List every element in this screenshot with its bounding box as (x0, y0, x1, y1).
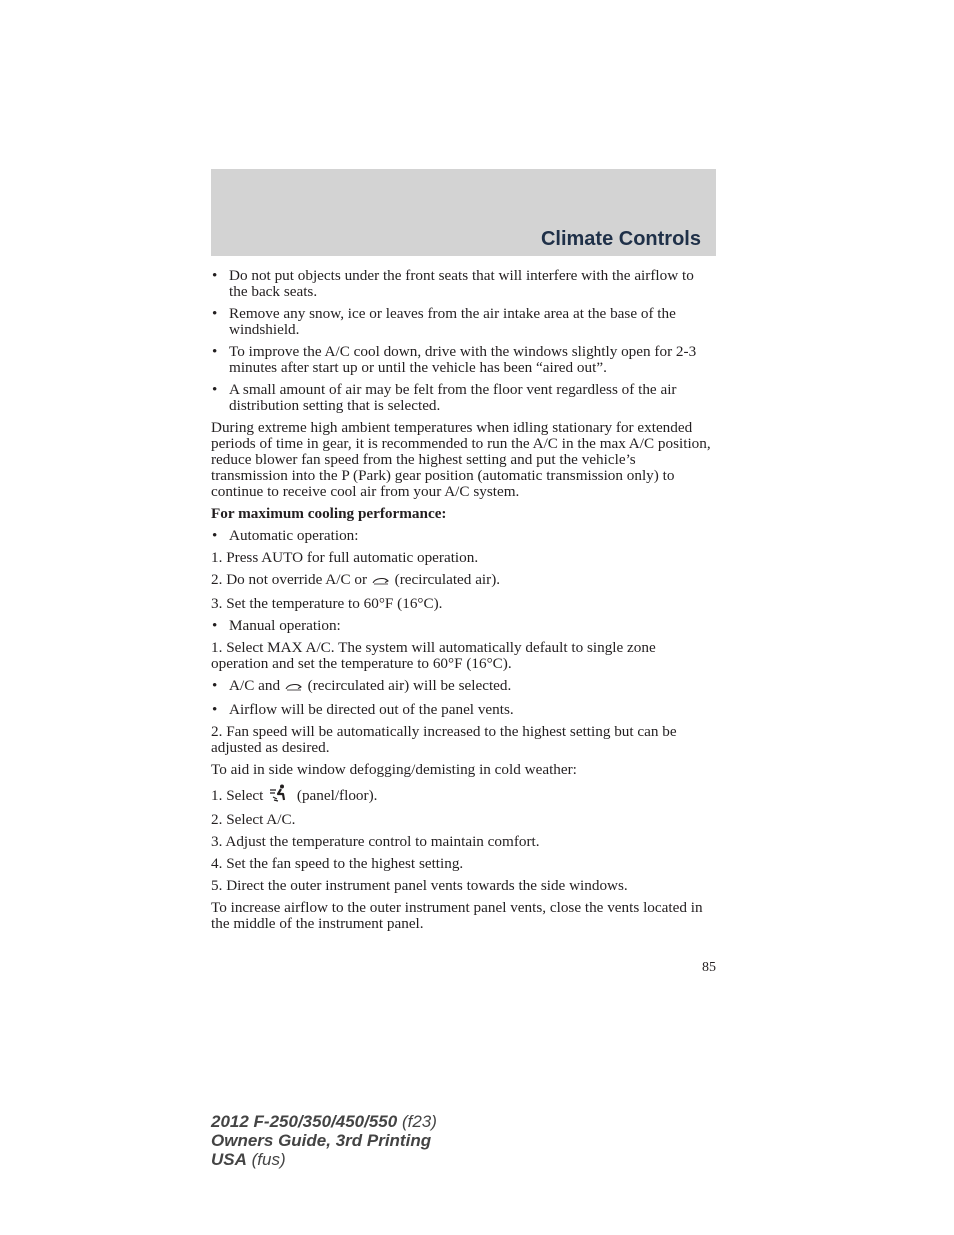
list-item: • Do not put objects under the front seats that will interfere with the airflow to the back seats. (212, 267, 694, 300)
bullet-text: Airflow will be directed out of the panel vents. (229, 701, 514, 718)
bullet-text: Manual operation: (229, 617, 341, 634)
manual-step-1: 1. Select MAX A/C. The system will automatically default to single zone operation and set the temperature to 60°F (16°C). (211, 639, 656, 672)
extreme-temperature-paragraph: During extreme high ambient temperatures when idling stationary for extended periods of time in gear, it is recommended to run the A/C in the max A/C position, reduce blower fan speed from the highest setting and put the vehicle’s transmission into the P (Park) gear position (automatic transmission only) to continue to receive cool air from your A/C system. (211, 419, 711, 500)
recirculated-air-icon (284, 680, 304, 696)
defog-intro: To aid in side window defogging/demisting in cold weather: (211, 761, 577, 778)
section-title: Climate Controls (540, 228, 701, 250)
defog-step-1: 1. Select (panel/floor). (211, 784, 716, 806)
list-item: • Remove any snow, ice or leaves from the air intake area at the base of the windshield. (212, 305, 676, 338)
recirculated-air-icon (371, 574, 391, 590)
defog-step-5: 5. Direct the outer instrument panel vents towards the side windows. (211, 877, 628, 894)
defog-step-4: 4. Set the fan speed to the highest setting. (211, 855, 464, 872)
airflow-paragraph: To increase airflow to the outer instrument panel vents, close the vents located in the middle of the instrument panel. (211, 899, 703, 932)
defog-step-3: 3. Adjust the temperature control to maintain comfort. (211, 833, 540, 850)
list-item: • A/C and (recirculated air) will be selected. (212, 677, 512, 694)
panel-floor-icon (267, 784, 293, 806)
bullet-text: To improve the A/C cool down, drive with the windows slightly open for 2-3 minutes after start up or until the vehicle has been “aired out”. (229, 343, 697, 376)
auto-step-2: 2. Do not override A/C or (recirculated air). (211, 571, 501, 588)
bullet-text: Automatic operation: (229, 527, 359, 544)
max-cooling-heading: For maximum cooling performance: (211, 505, 447, 522)
list-item: • To improve the A/C cool down, drive with the windows slightly open for 2-3 minutes after start up or until the vehicle has been “aired out”. (212, 343, 697, 376)
document-footer: 2012 F-250/350/450/550 (f23) Owners Guide, 3rd Printing USA (fus) (211, 1112, 437, 1169)
bullet-text: Do not put objects under the front seats that will interfere with the airflow to the back seats. (229, 267, 694, 300)
page-content (211, 268, 716, 938)
section-header-band (211, 169, 716, 256)
page-number: 85 (702, 960, 716, 975)
manual-step-2: 2. Fan speed will be automatically increased to the highest setting but can be adjusted as desired. (211, 723, 677, 756)
list-item: • Automatic operation: (212, 527, 359, 544)
list-item: • Airflow will be directed out of the panel vents. (212, 701, 514, 718)
bullet-text: A small amount of air may be felt from the floor vent regardless of the air distribution setting that is selected. (229, 381, 677, 414)
bullet-text: Remove any snow, ice or leaves from the air intake area at the base of the windshield. (229, 305, 676, 338)
auto-step-3: 3. Set the temperature to 60°F (16°C). (211, 595, 443, 612)
auto-step-1: 1. Press AUTO for full automatic operation. (211, 549, 479, 566)
list-item: • Manual operation: (212, 617, 341, 634)
defog-step-2: 2. Select A/C. (211, 811, 296, 828)
list-item: • A small amount of air may be felt from the floor vent regardless of the air distribution setting that is selected. (212, 381, 677, 414)
